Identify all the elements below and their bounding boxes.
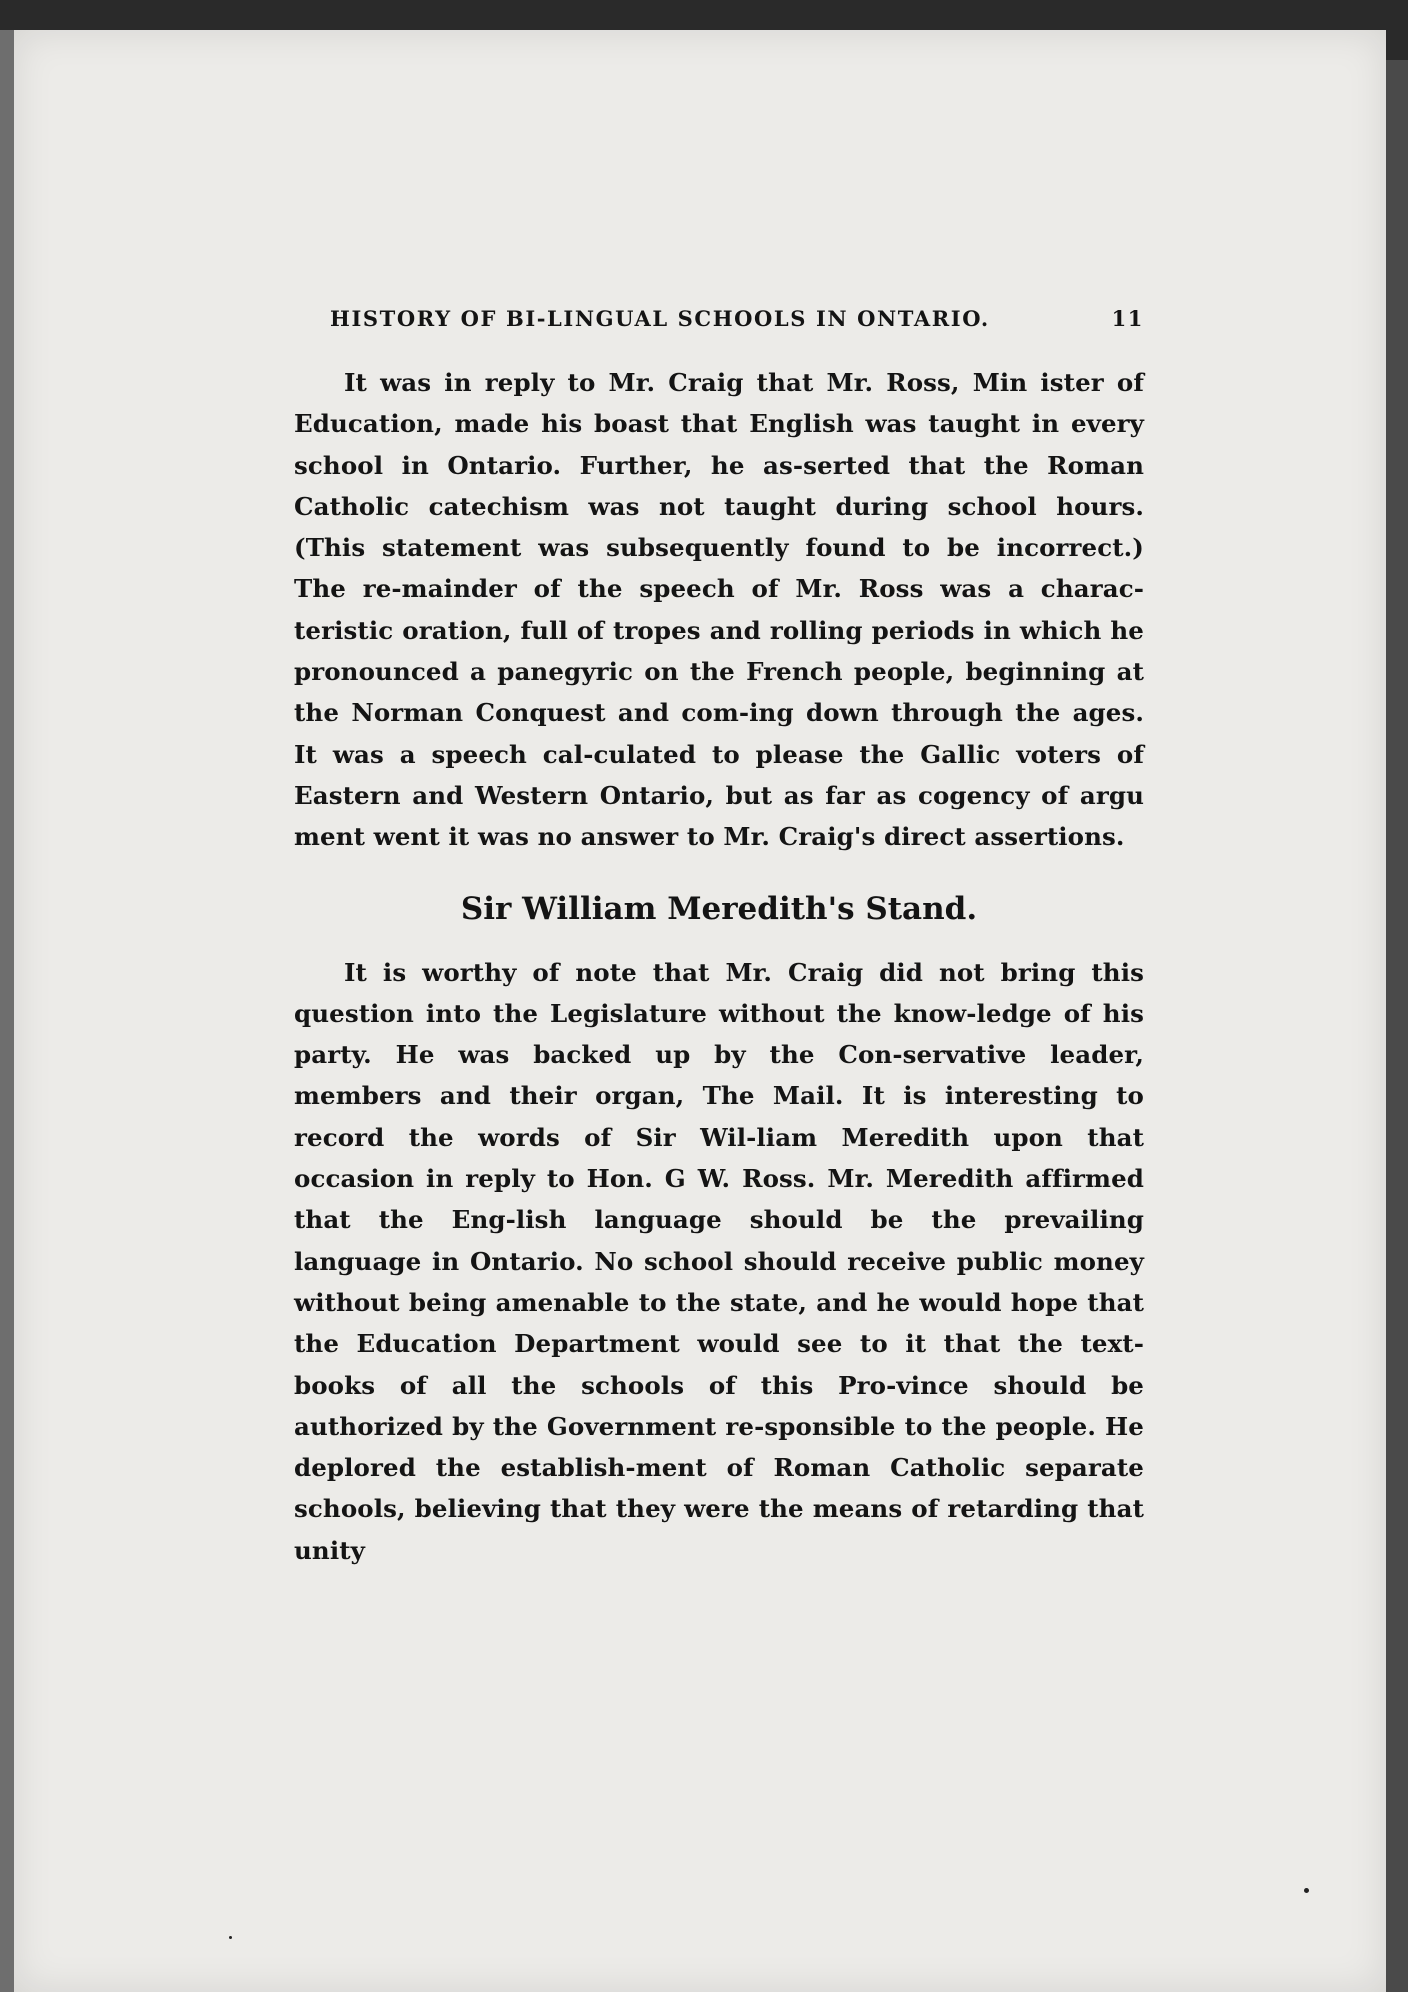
page-number: 11	[1111, 306, 1144, 331]
paragraph-meredith-stand: It is worthy of note that Mr. Craig did not bring this question into the Legislature without the know-ledge of his party. He was backed up by the Con-servative leader, members and their organ, The Mail. It is interesting to record the words of Sir Wil-liam Meredith upon that occasion in reply to Hon. G W. Ross. Mr. Meredith affirmed that the Eng-lish language should be the prevailing language in Ontario. No school should receive public money without being amenable to the state, and he would hope that the Education Department would see to it that the text-books of all the schools of this Pro-vince should be authorized by the Government re-sponsible to the people. He deplored the establish-ment of Roman Catholic separate schools, believing that they were the means of retarding that unity	[294, 957, 1144, 1565]
running-head	[294, 306, 1144, 342]
section-heading: Sir William Meredith's Stand.	[460, 890, 978, 927]
page-content	[294, 306, 1144, 1571]
paragraph-ross-speech: It was in reply to Mr. Craig that Mr. Ross, Min ister of Education, made his boast that English was taught in every school in Ontario. Further, he as-serted that the Roman Catholic catechism was not taught during school hours. (This statement was subsequently found to be incorrect.) The re-mainder of the speech of Mr. Ross was a charac-teristic oration, full of tropes and rolling periods in which he pronounced a panegyric on the French people, beginning at the Norman Conquest and com-ing down through the ages. It was a speech cal-culated to please the Gallic voters of Eastern and Western Ontario, but as far as cogency of argu ment went it was no answer to Mr. Craig's direct assertions.	[294, 368, 1144, 852]
ink-speck	[229, 1936, 232, 1939]
right-shadow-edge	[1386, 60, 1408, 1992]
ink-speck	[1304, 1888, 1309, 1893]
left-binding-edge	[0, 30, 14, 1992]
running-head-title: HISTORY OF BI-LINGUAL SCHOOLS IN ONTARIO.	[330, 306, 990, 331]
